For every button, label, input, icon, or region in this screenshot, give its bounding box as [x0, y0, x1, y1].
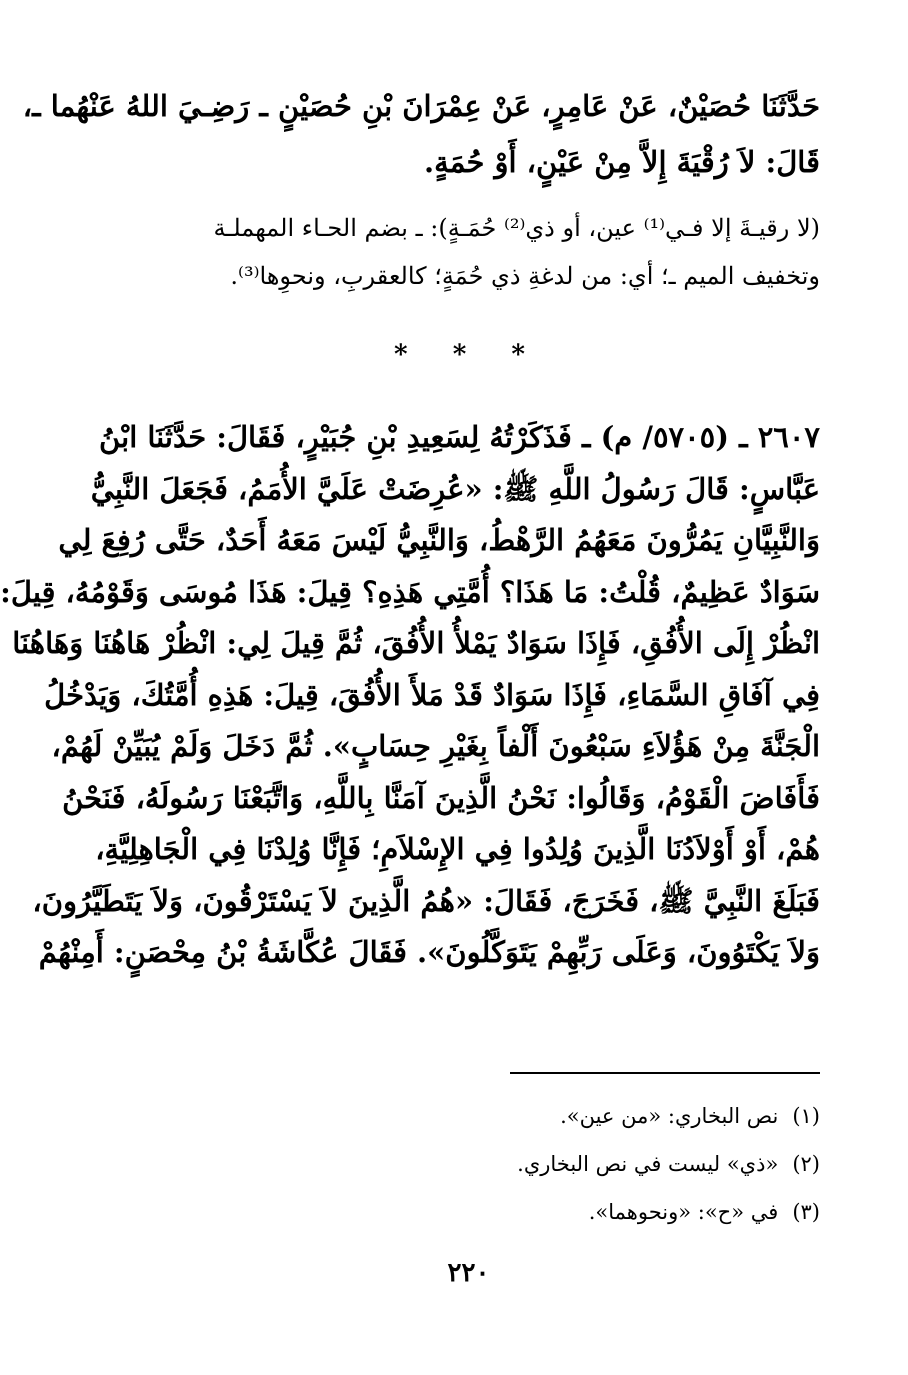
footnote-divider	[510, 1072, 820, 1074]
text-line: فِي آفَاقِ السَّمَاءِ، فَإِذَا سَوَادٌ قَدْ مَلأَ الأُفُقَ، قِيلَ: هَذِهِ أُمَّتُكَ، وَيَدْخُلُ	[44, 677, 820, 712]
footnote-text: في «ح»: «ونحوهما».	[588, 1200, 779, 1224]
footnote-text: «ذي» ليست في نص البخاري.	[517, 1152, 779, 1176]
text-line: فَبَلَغَ النَّبِيَّ ﷺ، فَخَرَجَ، فَقَالَ: «هُمُ الَّذِينَ لاَ يَسْتَرْقُونَ، وَلاَ يَتَطَيَّرُونَ،	[32, 883, 820, 918]
text-line: فَأَفَاضَ الْقَوْمُ، وَقَالُوا: نَحْنُ الَّذِينَ آمَنَّا بِاللَّهِ، وَاتَّبَعْنَا رَسُولَهُ، فَنَحْنُ	[62, 780, 820, 815]
text-line: هُمْ، أَوْ أَوْلاَدُنَا الَّذِينَ وُلِدُوا فِي الإِسْلاَمِ؛ فَإِنَّا وُلِدْنَا فِي الْجَاهِلِيَّةِ،	[95, 832, 820, 866]
commentary-line: (لا رقيـةَ إلا فـي⁽¹⁾ عين، أو ذي⁽²⁾ حُمَـةٍ): ـ بضم الحـاء المهملـة	[213, 214, 820, 242]
text-line: قَالَ: لاَ رُقْيَةَ إِلاَّ مِنْ عَيْنٍ، أَوْ حُمَةٍ.	[424, 145, 820, 179]
section-separator: * * *	[394, 340, 543, 370]
text-line: انْظُرْ إِلَى الأُفُقِ، فَإِذَا سَوَادٌ يَمْلأُ الأُفُقَ، ثُمَّ قِيلَ لِي: انْظُرْ هَاهُنَا وَهَاهُنَا	[12, 626, 820, 660]
footnote-number: (٣)	[792, 1200, 820, 1224]
footnote	[115, 1092, 820, 1140]
hadith-continuation	[22, 78, 820, 190]
footnotes	[115, 1092, 820, 1236]
text-line: وَالنَّبِيَّانِ يَمُرُّونَ مَعَهُمُ الرَّهْطُ، وَالنَّبِيُّ لَيْسَ مَعَهُ أَحَدٌ، حَتَّى رُفِعَ لِي	[58, 523, 820, 557]
footnote-number: (٢)	[792, 1152, 820, 1176]
footnote	[115, 1188, 820, 1236]
text-line: وَلاَ يَكْتَوُونَ، وَعَلَى رَبِّهِمْ يَتَوَكَّلُونَ». فَقَالَ عُكَّاشَةُ بْنُ مِحْصَنٍ: أَمِنْهُمْ	[38, 935, 820, 969]
text-line: حَدَّثَنَا حُصَيْنٌ، عَنْ عَامِرٍ، عَنْ عِمْرَانَ بْنِ حُصَيْنٍ ـ رَضِـيَ اللهُ عَنْهُما ـ،	[22, 89, 820, 123]
page-number: ٢٢٠	[447, 1258, 490, 1288]
commentary-line: وتخفيف الميم ـ؛ أي: من لدغةِ ذي حُمَةٍ؛ كالعقربِ، ونحوِها⁽³⁾.	[230, 262, 820, 290]
commentary	[115, 204, 820, 300]
text-line: سَوَادٌ عَظِيمٌ، قُلْتُ: مَا هَذَا؟ أُمَّتِي هَذِهِ؟ قِيلَ: هَذَا مُوسَى وَقَوْمُهُ، قِيلَ:	[0, 574, 820, 609]
text-line: الْجَنَّةَ مِنْ هَؤُلاَءِ سَبْعُونَ أَلْفاً بِغَيْرِ حِسَابٍ». ثُمَّ دَخَلَ وَلَمْ يُبَيِّنْ لَهُمْ،	[51, 729, 820, 763]
footnote	[115, 1140, 820, 1188]
footnote-text: نص البخاري: «من عين».	[560, 1104, 779, 1128]
hadith-2607	[0, 412, 820, 979]
text-line: عَبَّاسٍ: قَالَ رَسُولُ اللَّهِ ﷺ: «عُرِضَتْ عَلَيَّ الأُمَمُ، فَجَعَلَ النَّبِيُّ	[90, 471, 820, 506]
text-line: ٢٦٠٧ ـ (٥٧٠٥/ م) ـ فَذَكَرْتُهُ لِسَعِيدِ بْنِ جُبَيْرٍ، فَقَالَ: حَدَّثَنَا ابْنُ	[99, 420, 820, 454]
footnote-number: (١)	[792, 1104, 820, 1128]
